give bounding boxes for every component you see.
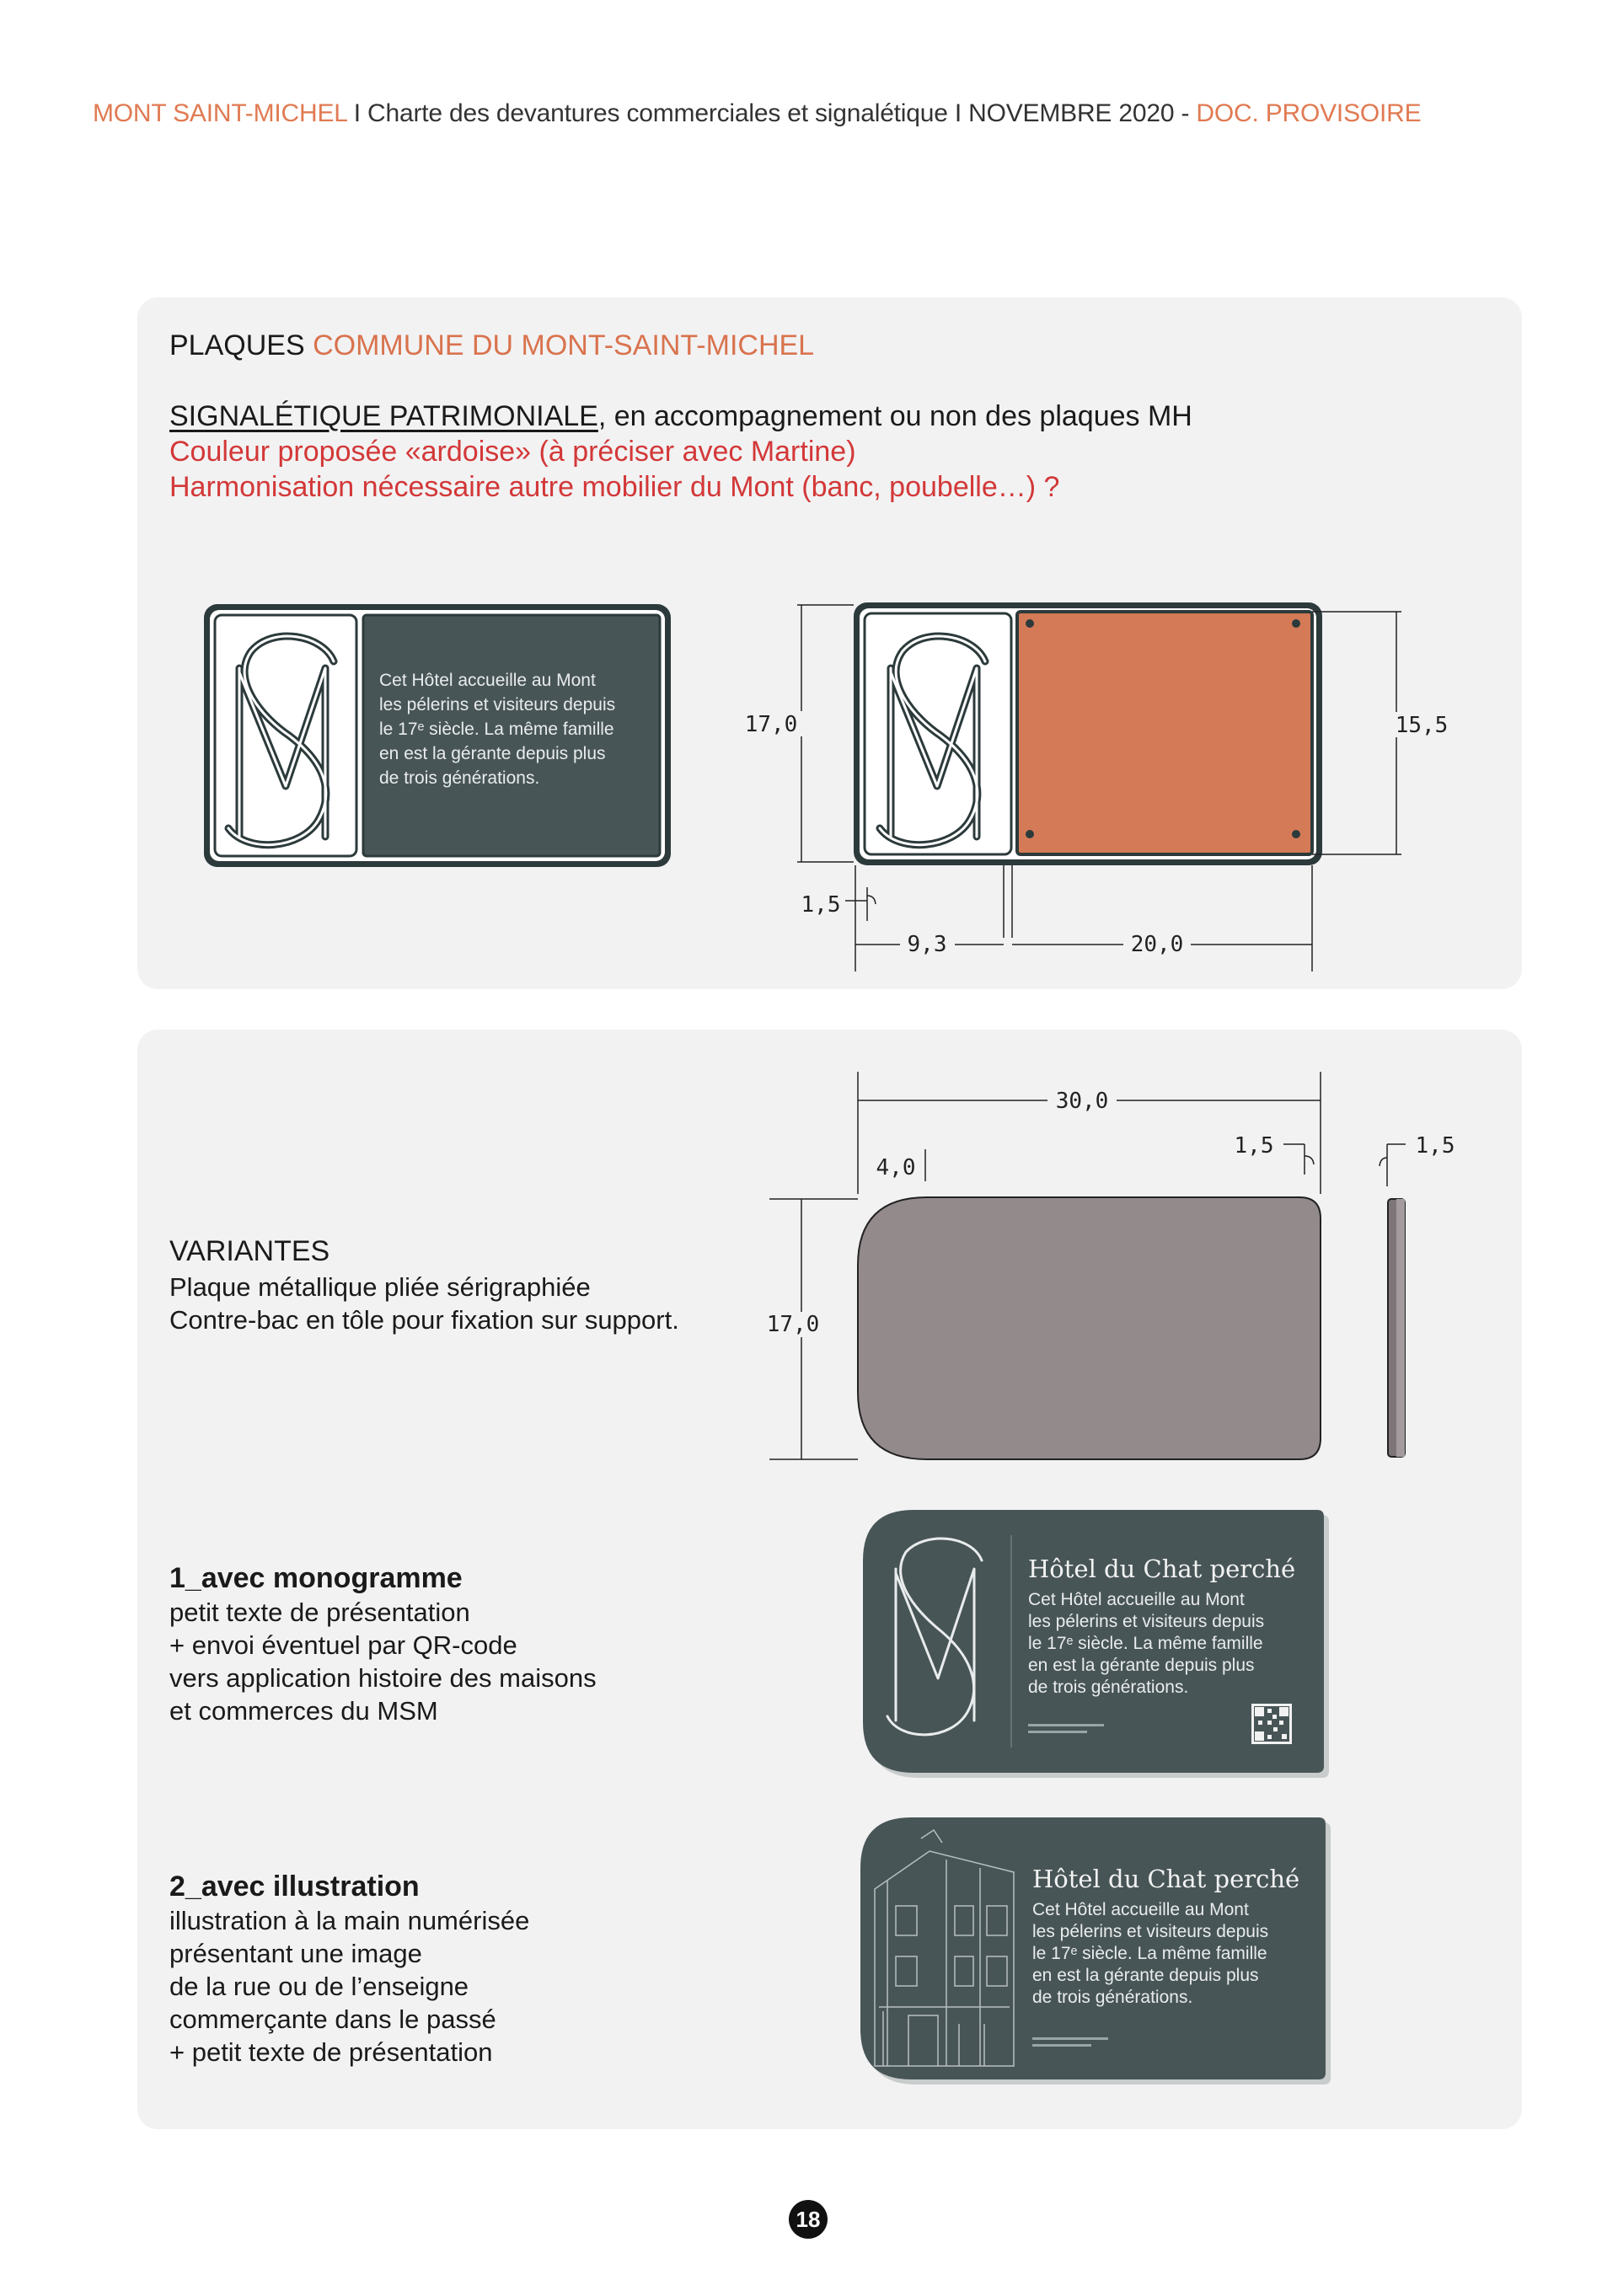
- variant1-title: 1_avec monogramme: [169, 1562, 463, 1594]
- color-note: Couleur proposée «ardoise» (à préciser avec Martine): [169, 436, 856, 468]
- dim-depth: 1,5: [1415, 1133, 1455, 1159]
- page-number: 18: [789, 2200, 828, 2239]
- screw-icon: [1026, 830, 1034, 838]
- section-title-accent: COMMUNE DU MONT-SAINT-MICHEL: [313, 329, 815, 361]
- sign2-title: Hôtel du Chat perché: [1032, 1865, 1300, 1893]
- variant2-line-5: + petit texte de présentation: [169, 2037, 493, 2067]
- dim-margin: 1,5: [801, 892, 841, 918]
- plaque-text-line-1: Cet Hôtel accueille au Mont: [379, 671, 596, 690]
- sign-line-2: les pélerins et visiteurs depuis: [1028, 1612, 1265, 1631]
- variant-plate: [858, 1197, 1321, 1459]
- sign2-line-2: les pélerins et visiteurs depuis: [1032, 1922, 1269, 1941]
- dim-height-left: 17,0: [744, 712, 798, 737]
- variantes-line-1: Plaque métallique pliée sérigraphiée: [169, 1272, 591, 1302]
- sign2-line-3: le 17ᵉ siècle. La même famille: [1032, 1944, 1267, 1963]
- dim-radius: 4,0: [876, 1155, 916, 1180]
- screw-icon: [1292, 830, 1300, 838]
- variant2-line-4: commerçante dans le passé: [169, 2004, 496, 2034]
- sign-illustration: [860, 1817, 1331, 2085]
- screw-icon: [1292, 619, 1300, 628]
- header-status: DOC. PROVISOIRE: [1196, 99, 1422, 127]
- subtitle-rest: , en accompagnement ou non des plaques MH: [597, 400, 1192, 432]
- qr-code-icon: [1251, 1704, 1292, 1744]
- plaques-panel: [137, 297, 1522, 989]
- section-title-prefix: PLAQUES: [169, 329, 313, 361]
- dim-height-right: 15,5: [1395, 713, 1449, 738]
- variantes-title: VARIANTES: [169, 1235, 330, 1267]
- variant2-line-1: illustration à la main numérisée: [169, 1906, 530, 1935]
- plaque-text-line-5: de trois générations.: [379, 768, 540, 788]
- dim-monogram-width: 9,3: [907, 932, 947, 957]
- sign-line-1: Cet Hôtel accueille au Mont: [1028, 1590, 1245, 1609]
- variant1-line-2: + envoi éventuel par QR-code: [169, 1630, 517, 1660]
- plaque-text-line-2: les pélerins et visiteurs depuis: [379, 695, 616, 714]
- subtitle-underlined: SIGNALÉTIQUE PATRIMONIALE: [169, 400, 598, 432]
- document-header: [93, 99, 1421, 128]
- sign-monogram: [863, 1510, 1329, 1778]
- plaque-dimensioned: [854, 602, 1322, 865]
- dim-fold: 1,5: [1234, 1133, 1274, 1159]
- sign-title: Hôtel du Chat perché: [1028, 1555, 1296, 1583]
- variantes-panel: [137, 1030, 1522, 2129]
- copper-panel: [1017, 612, 1312, 854]
- plaque-text-line-4: en est la gérante depuis plus: [379, 744, 606, 763]
- sign2-line-4: en est la gérante depuis plus: [1032, 1966, 1259, 1985]
- sign-line-4: en est la gérante depuis plus: [1028, 1656, 1255, 1675]
- harmonisation-note: Harmonisation nécessaire autre mobilier du Mont (banc, poubelle…) ?: [169, 471, 1060, 503]
- header-title: I Charte des devantures commerciales et signalétique I NOVEMBRE 2020 -: [346, 99, 1197, 127]
- sign-line-5: de trois générations.: [1028, 1678, 1189, 1697]
- plaque-ardoise: [204, 604, 671, 867]
- header-site-name: MONT SAINT-MICHEL: [93, 99, 347, 127]
- variant1-line-1: petit texte de présentation: [169, 1598, 470, 1627]
- sign-line-3: le 17ᵉ siècle. La même famille: [1028, 1634, 1263, 1653]
- plaque-text-line-3: le 17ᵉ siècle. La même famille: [379, 720, 614, 739]
- screw-icon: [1026, 619, 1034, 628]
- plaques-drawings: [137, 297, 1522, 989]
- variant2-line-2: présentant une image: [169, 1939, 422, 1968]
- sign2-line-1: Cet Hôtel accueille au Mont: [1032, 1900, 1249, 1919]
- variantes-drawings: [137, 1030, 1522, 2129]
- variantes-line-2: Contre-bac en tôle pour fixation sur support.: [169, 1305, 679, 1335]
- variant2-title: 2_avec illustration: [169, 1871, 420, 1903]
- variant1-line-4: et commerces du MSM: [169, 1696, 438, 1726]
- dim-height: 17,0: [766, 1312, 820, 1337]
- sign2-line-5: de trois générations.: [1032, 1988, 1193, 2007]
- variant1-line-3: vers application histoire des maisons: [169, 1663, 597, 1693]
- dim-panel-width: 20,0: [1130, 932, 1184, 957]
- dim-width: 30,0: [1055, 1089, 1109, 1114]
- variant2-line-3: de la rue ou de l’enseigne: [169, 1972, 469, 2001]
